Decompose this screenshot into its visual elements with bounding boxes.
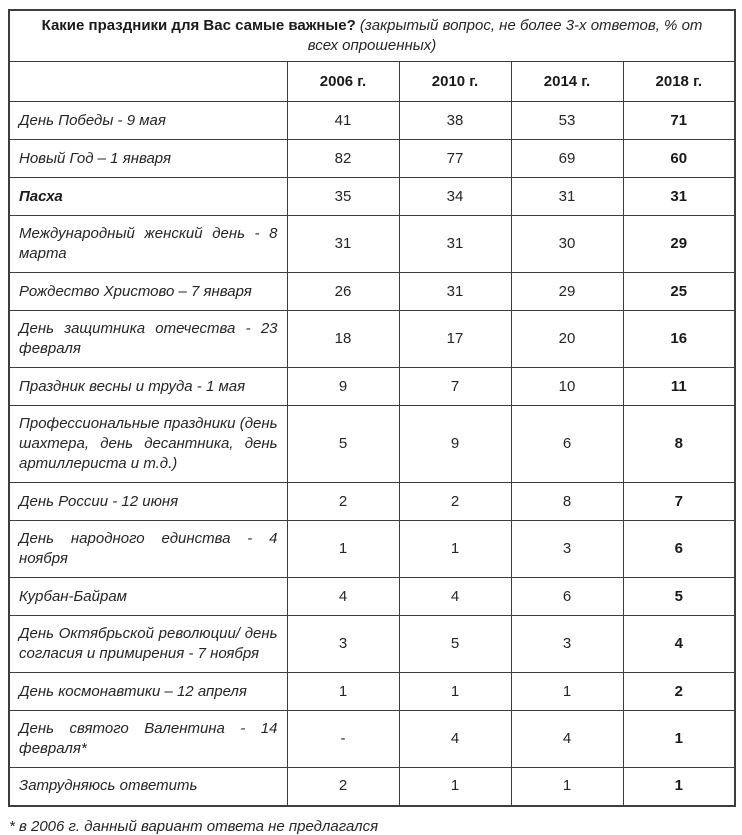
value-2006: 41 <box>287 102 399 140</box>
title-question: Какие праздники для Вас самые важные? <box>41 17 356 34</box>
value-2018: 5 <box>623 578 735 616</box>
value-2018: 6 <box>623 521 735 578</box>
value-2010: 38 <box>399 102 511 140</box>
value-2018: 1 <box>623 768 735 806</box>
column-header-2014: 2014 г. <box>511 62 623 102</box>
value-2010: 7 <box>399 368 511 406</box>
value-2014: 1 <box>511 768 623 806</box>
empty-corner-cell <box>9 62 287 102</box>
value-2006: 5 <box>287 406 399 483</box>
value-2018: 25 <box>623 273 735 311</box>
value-2010: 31 <box>399 216 511 273</box>
value-2006: 31 <box>287 216 399 273</box>
holiday-label: День России - 12 июня <box>9 483 287 521</box>
table-row <box>9 711 735 768</box>
table-row <box>9 768 735 806</box>
table-row <box>9 311 735 368</box>
value-2018: 31 <box>623 178 735 216</box>
value-2006: 2 <box>287 768 399 806</box>
value-2010: 2 <box>399 483 511 521</box>
value-2018: 11 <box>623 368 735 406</box>
value-2010: 77 <box>399 140 511 178</box>
value-2014: 8 <box>511 483 623 521</box>
table-title <box>9 10 735 62</box>
holiday-label: Международный женский день - 8 марта <box>9 216 287 273</box>
value-2010: 9 <box>399 406 511 483</box>
table-row <box>9 483 735 521</box>
footnote: * в 2006 г. данный вариант ответа не предлагался <box>9 817 379 835</box>
survey-results-table <box>8 9 736 807</box>
holiday-label: День народного единства - 4 ноября <box>9 521 287 578</box>
title-row <box>9 10 735 62</box>
value-2006: 35 <box>287 178 399 216</box>
holiday-label: Праздник весны и труда - 1 мая <box>9 368 287 406</box>
holiday-label: День Октябрьской революции/ день согласия и примирения - 7 ноября <box>9 616 287 673</box>
holiday-label: Курбан-Байрам <box>9 578 287 616</box>
column-header-2006: 2006 г. <box>287 62 399 102</box>
header-row <box>9 62 735 102</box>
value-2014: 4 <box>511 711 623 768</box>
value-2010: 1 <box>399 521 511 578</box>
value-2014: 10 <box>511 368 623 406</box>
value-2010: 4 <box>399 711 511 768</box>
table-row <box>9 216 735 273</box>
holiday-label: Затрудняюсь ответить <box>9 768 287 806</box>
value-2014: 31 <box>511 178 623 216</box>
value-2006: 9 <box>287 368 399 406</box>
holiday-label: Профессиональные праздники (день шахтера, день десантника, день артиллериста и т.д.) <box>9 406 287 483</box>
value-2010: 17 <box>399 311 511 368</box>
value-2006: 18 <box>287 311 399 368</box>
holiday-label: День святого Валентина - 14 февраля* <box>9 711 287 768</box>
title-note: (закрытый вопрос, не более 3-х ответов, % от всех опрошенных) <box>307 17 703 54</box>
value-2006: 3 <box>287 616 399 673</box>
value-2018: 29 <box>623 216 735 273</box>
value-2010: 31 <box>399 273 511 311</box>
holiday-label: Пасха <box>9 178 287 216</box>
value-2018: 60 <box>623 140 735 178</box>
holiday-label: День космонавтики – 12 апреля <box>9 673 287 711</box>
table-row <box>9 578 735 616</box>
value-2010: 1 <box>399 673 511 711</box>
value-2014: 69 <box>511 140 623 178</box>
value-2018: 4 <box>623 616 735 673</box>
holiday-label: Новый Год – 1 января <box>9 140 287 178</box>
table-row <box>9 273 735 311</box>
value-2014: 20 <box>511 311 623 368</box>
value-2010: 4 <box>399 578 511 616</box>
value-2010: 34 <box>399 178 511 216</box>
value-2014: 53 <box>511 102 623 140</box>
value-2018: 7 <box>623 483 735 521</box>
value-2006: 26 <box>287 273 399 311</box>
table-row <box>9 406 735 483</box>
value-2006: 1 <box>287 521 399 578</box>
value-2006: 1 <box>287 673 399 711</box>
value-2010: 5 <box>399 616 511 673</box>
column-header-2010: 2010 г. <box>399 62 511 102</box>
table-row <box>9 178 735 216</box>
value-2014: 6 <box>511 578 623 616</box>
column-header-2018: 2018 г. <box>623 62 735 102</box>
value-2014: 1 <box>511 673 623 711</box>
table-row <box>9 368 735 406</box>
value-2018: 1 <box>623 711 735 768</box>
value-2014: 29 <box>511 273 623 311</box>
table-row <box>9 521 735 578</box>
value-2018: 2 <box>623 673 735 711</box>
table-row <box>9 102 735 140</box>
value-2006: - <box>287 711 399 768</box>
value-2006: 4 <box>287 578 399 616</box>
table-row <box>9 616 735 673</box>
value-2018: 8 <box>623 406 735 483</box>
table-row <box>9 140 735 178</box>
value-2006: 2 <box>287 483 399 521</box>
table-row <box>9 673 735 711</box>
value-2014: 6 <box>511 406 623 483</box>
value-2006: 82 <box>287 140 399 178</box>
value-2018: 16 <box>623 311 735 368</box>
value-2010: 1 <box>399 768 511 806</box>
holiday-label: День Победы - 9 мая <box>9 102 287 140</box>
value-2014: 3 <box>511 521 623 578</box>
value-2014: 30 <box>511 216 623 273</box>
value-2014: 3 <box>511 616 623 673</box>
value-2018: 71 <box>623 102 735 140</box>
holiday-label: День защитника отечества - 23 февраля <box>9 311 287 368</box>
holiday-label: Рождество Христово – 7 января <box>9 273 287 311</box>
